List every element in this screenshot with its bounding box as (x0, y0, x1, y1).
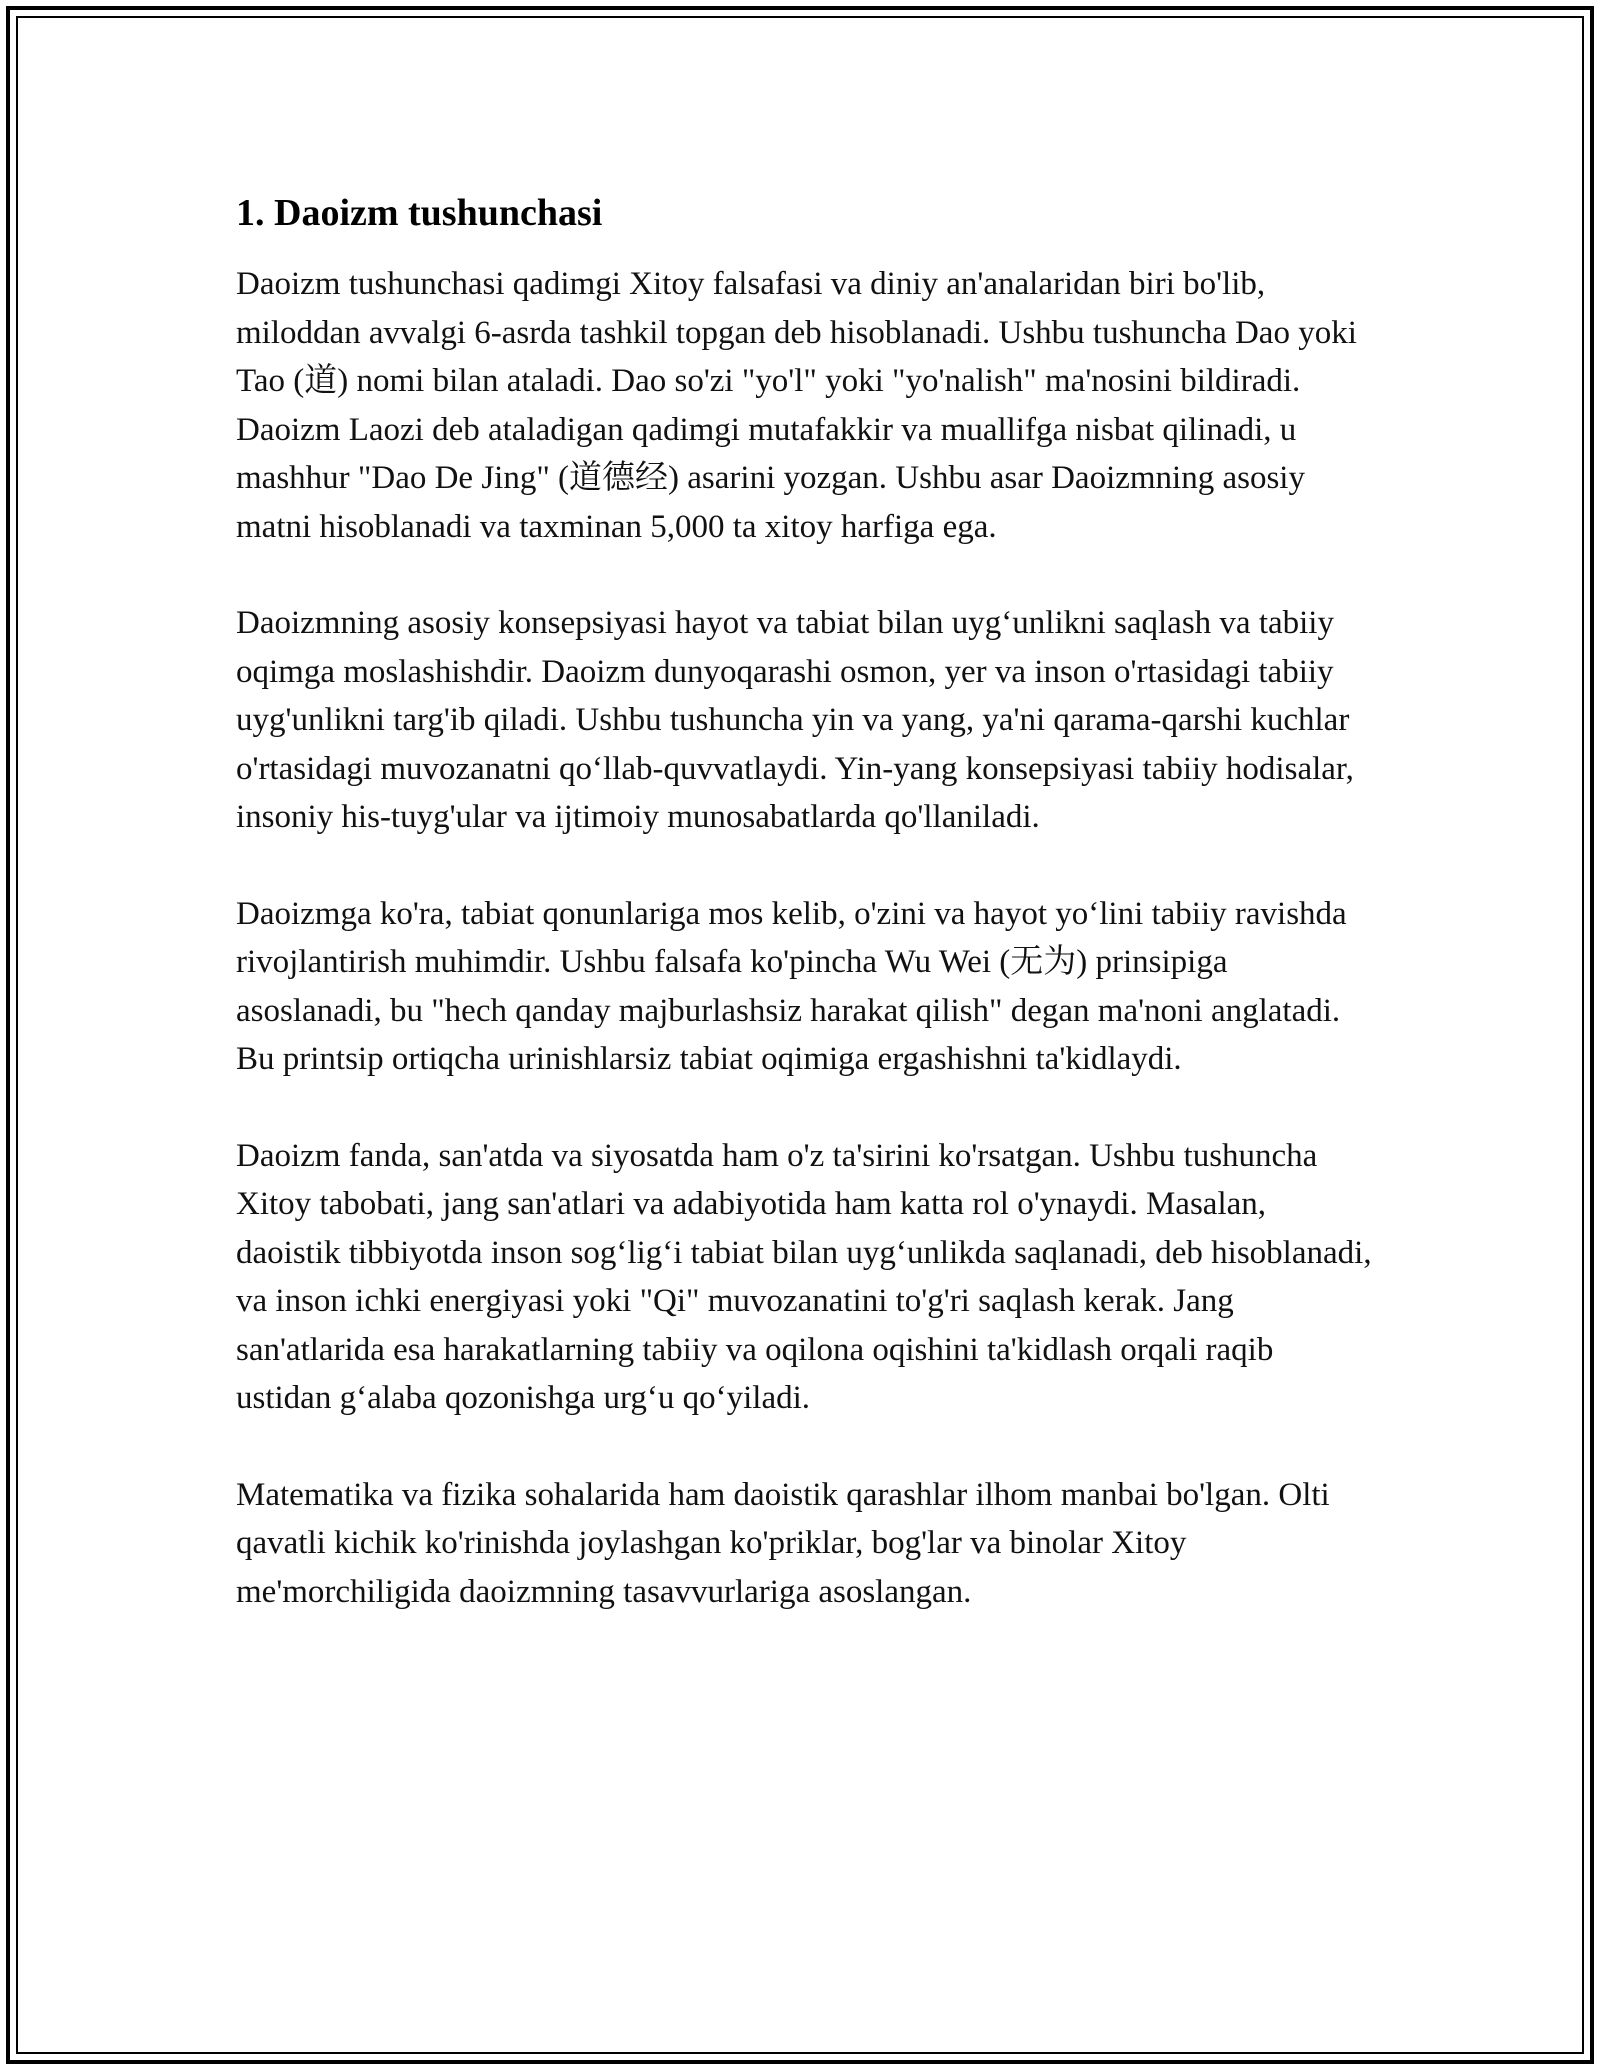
paragraph-3: Daoizmga ko'ra, tabiat qonunlariga mos kelib, o'zini va hayot yo‘lini tabiiy ravishda rivojlantirish muhimdir. Ushbu falsafa ko'pincha Wu Wei (无为) prinsipiga asoslanadi, bu "hech qanday majburlashsiz harakat qilish" degan ma'noni anglatadi. Bu printsip ortiqcha urinishlarsiz tabiat oqimiga ergashishni ta'kidlaydi. (236, 895, 1347, 1077)
paragraph-1: Daoizm tushunchasi qadimgi Xitoy falsafasi va diniy an'analaridan biri bo'lib, miloddan avvalgi 6-asrda tashkil topgan deb hisoblanadi. Ushbu tushuncha Dao yoki Tao (道) nomi bilan ataladi. Dao so'zi "yo'l" yoki "yo'nalish" ma'nosini bildiradi. Daoizm Laozi deb ataladigan qadimgi mutafakkir va muallifga nisbat qilinadi, u mashhur "Dao De Jing" (道德经) asarini yozgan. Ushbu asar Daoizmning asosiy matni hisoblanadi va taxminan 5,000 ta xitoy harfiga ega. (236, 266, 1357, 545)
document-body (236, 188, 1376, 1664)
section-heading: 1. Daoizm tushunchasi (236, 192, 603, 234)
paragraph-4: Daoizm fanda, san'atda va siyosatda ham o'z ta'sirini ko'rsatgan. Ushbu tushuncha Xitoy tabobati, jang san'atlari va adabiyotida ham katta rol o'ynaydi. Masalan, daoistik tibbiyotda inson sog‘lig‘i tabiat bilan uyg‘unlikda saqlanadi, deb hisoblanadi, va inson ichki energiyasi yoki "Qi" muvozanatini to'g'ri saqlash kerak. Jang san'atlarida esa harakatlarning tabiiy va oqilona oqishini ta'kidlash orqali raqib ustidan g‘alaba qozonishga urg‘u qo‘yiladi. (236, 1137, 1372, 1416)
paragraph-2: Daoizmning asosiy konsepsiyasi hayot va tabiat bilan uyg‘unlikni saqlash va tabiiy oqimga moslashishdir. Daoizm dunyoqarashi osmon, yer va inson o'rtasidagi tabiiy uyg'unlikni targ'ib qiladi. Ushbu tushuncha yin va yang, ya'ni qarama-qarshi kuchlar o'rtasidagi muvozanatni qo‘llab-quvvatlaydi. Yin-yang konsepsiyasi tabiiy hodisalar, insoniy his-tuyg'ular va ijtimoiy munosabatlarda qo'llaniladi. (236, 605, 1354, 835)
paragraph-5: Matematika va fizika sohalarida ham daoistik qarashlar ilhom manbai bo'lgan. Olti qavatli kichik ko'rinishda joylashgan ko'priklar, bog'lar va binolar Xitoy me'morchiligida daoizmning tasavvurlariga asoslangan. (236, 1476, 1330, 1610)
